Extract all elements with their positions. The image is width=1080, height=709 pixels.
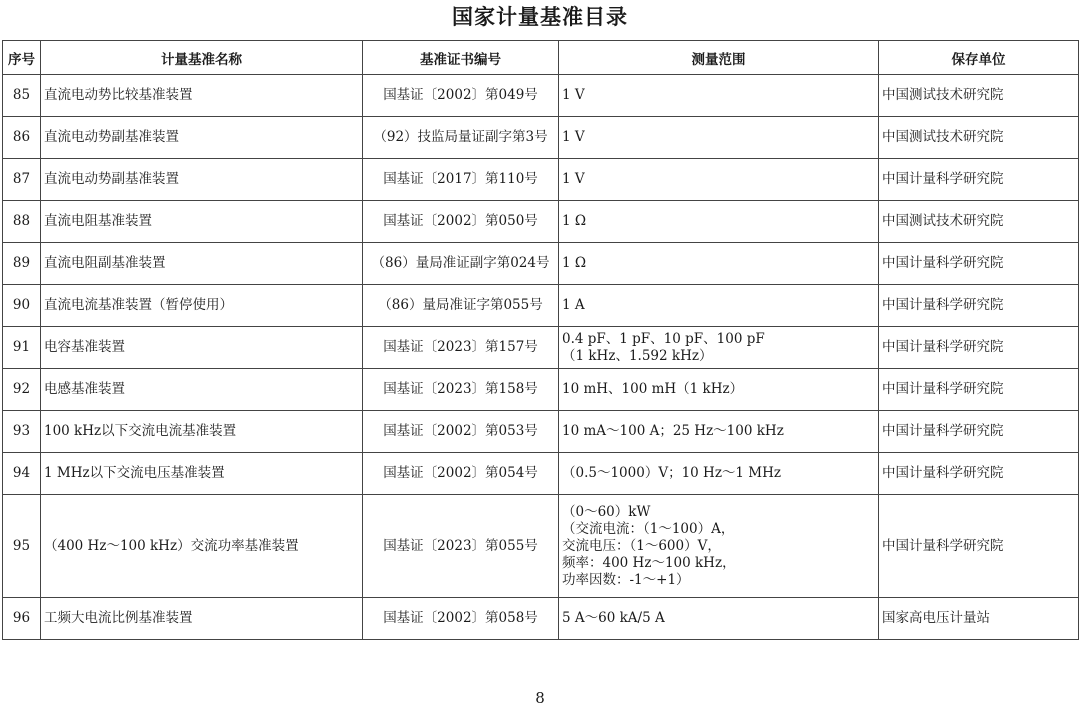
cell-cert: 国基证〔2017〕第110号	[363, 159, 559, 201]
table-row	[3, 243, 1079, 285]
cell-name: 直流电流基准装置（暂停使用）	[41, 285, 363, 327]
cell-range: （0～60）kW （交流电流：（1～100）A， 交流电压：（1～600）V， 频率：400 Hz～100 kHz， 功率因数：-1～+1）	[559, 495, 879, 598]
cell-name: 100 kHz以下交流电流基准装置	[41, 411, 363, 453]
cell-name: 1 MHz以下交流电压基准装置	[41, 453, 363, 495]
cell-range: 1 V	[559, 159, 879, 201]
cell-range: （0.5～1000）V；10 Hz～1 MHz	[559, 453, 879, 495]
cell-org: 中国测试技术研究院	[879, 75, 1079, 117]
cell-no: 88	[3, 201, 41, 243]
cell-no: 87	[3, 159, 41, 201]
cell-cert: （92）技监局量证副字第3号	[363, 117, 559, 159]
cell-no: 96	[3, 598, 41, 640]
cell-cert: 国基证〔2002〕第049号	[363, 75, 559, 117]
cell-name: 电感基准装置	[41, 369, 363, 411]
cell-cert: 国基证〔2023〕第158号	[363, 369, 559, 411]
cell-org: 中国计量科学研究院	[879, 369, 1079, 411]
cell-org: 中国测试技术研究院	[879, 117, 1079, 159]
table-row	[3, 598, 1079, 640]
cell-org: 中国计量科学研究院	[879, 327, 1079, 369]
cell-org: 中国计量科学研究院	[879, 159, 1079, 201]
page-number: 8	[535, 689, 545, 707]
cell-range: 1 Ω	[559, 201, 879, 243]
cell-cert: 国基证〔2002〕第053号	[363, 411, 559, 453]
table-row	[3, 201, 1079, 243]
table-row	[3, 75, 1079, 117]
cell-no: 92	[3, 369, 41, 411]
cell-org: 中国计量科学研究院	[879, 495, 1079, 598]
table-row	[3, 327, 1079, 369]
cell-cert: 国基证〔2002〕第050号	[363, 201, 559, 243]
table-row	[3, 369, 1079, 411]
cell-range: 1 V	[559, 75, 879, 117]
table-row	[3, 411, 1079, 453]
table-row	[3, 117, 1079, 159]
column-header-range: 测量范围	[559, 41, 879, 75]
table-row	[3, 453, 1079, 495]
cell-range: 5 A～60 kA/5 A	[559, 598, 879, 640]
cell-cert: （86）量局准证字第055号	[363, 285, 559, 327]
cell-name: 直流电动势副基准装置	[41, 159, 363, 201]
cell-no: 94	[3, 453, 41, 495]
cell-no: 95	[3, 495, 41, 598]
cell-name: 直流电动势副基准装置	[41, 117, 363, 159]
cell-cert: 国基证〔2002〕第058号	[363, 598, 559, 640]
column-header-org: 保存单位	[879, 41, 1079, 75]
column-header-cert: 基准证书编号	[363, 41, 559, 75]
table-row	[3, 495, 1079, 598]
cell-no: 91	[3, 327, 41, 369]
cell-org: 中国计量科学研究院	[879, 453, 1079, 495]
cell-org: 中国计量科学研究院	[879, 411, 1079, 453]
cell-name: 直流电阻副基准装置	[41, 243, 363, 285]
cell-no: 93	[3, 411, 41, 453]
cell-name: 工频大电流比例基准装置	[41, 598, 363, 640]
standards-table	[2, 40, 1079, 640]
table-row	[3, 285, 1079, 327]
cell-range: 0.4 pF、1 pF、10 pF、100 pF （1 kHz、1.592 kHz）	[559, 327, 879, 369]
cell-org: 国家高电压计量站	[879, 598, 1079, 640]
cell-range: 1 Ω	[559, 243, 879, 285]
cell-range: 10 mA～100 A；25 Hz～100 kHz	[559, 411, 879, 453]
cell-org: 中国计量科学研究院	[879, 243, 1079, 285]
column-header-no: 序号	[3, 41, 41, 75]
cell-name: （400 Hz～100 kHz）交流功率基准装置	[41, 495, 363, 598]
cell-cert: 国基证〔2002〕第054号	[363, 453, 559, 495]
cell-org: 中国计量科学研究院	[879, 285, 1079, 327]
cell-name: 电容基准装置	[41, 327, 363, 369]
cell-cert: 国基证〔2023〕第055号	[363, 495, 559, 598]
cell-no: 89	[3, 243, 41, 285]
cell-range: 1 A	[559, 285, 879, 327]
cell-no: 86	[3, 117, 41, 159]
cell-range: 10 mH、100 mH（1 kHz）	[559, 369, 879, 411]
cell-org: 中国测试技术研究院	[879, 201, 1079, 243]
page-title: 国家计量基准目录	[452, 5, 628, 29]
cell-no: 90	[3, 285, 41, 327]
cell-no: 85	[3, 75, 41, 117]
cell-range: 1 V	[559, 117, 879, 159]
cell-name: 直流电动势比较基准装置	[41, 75, 363, 117]
cell-name: 直流电阻基准装置	[41, 201, 363, 243]
cell-cert: 国基证〔2023〕第157号	[363, 327, 559, 369]
table-row	[3, 159, 1079, 201]
column-header-name: 计量基准名称	[41, 41, 363, 75]
cell-cert: （86）量局准证副字第024号	[363, 243, 559, 285]
table-header-row	[3, 41, 1079, 75]
